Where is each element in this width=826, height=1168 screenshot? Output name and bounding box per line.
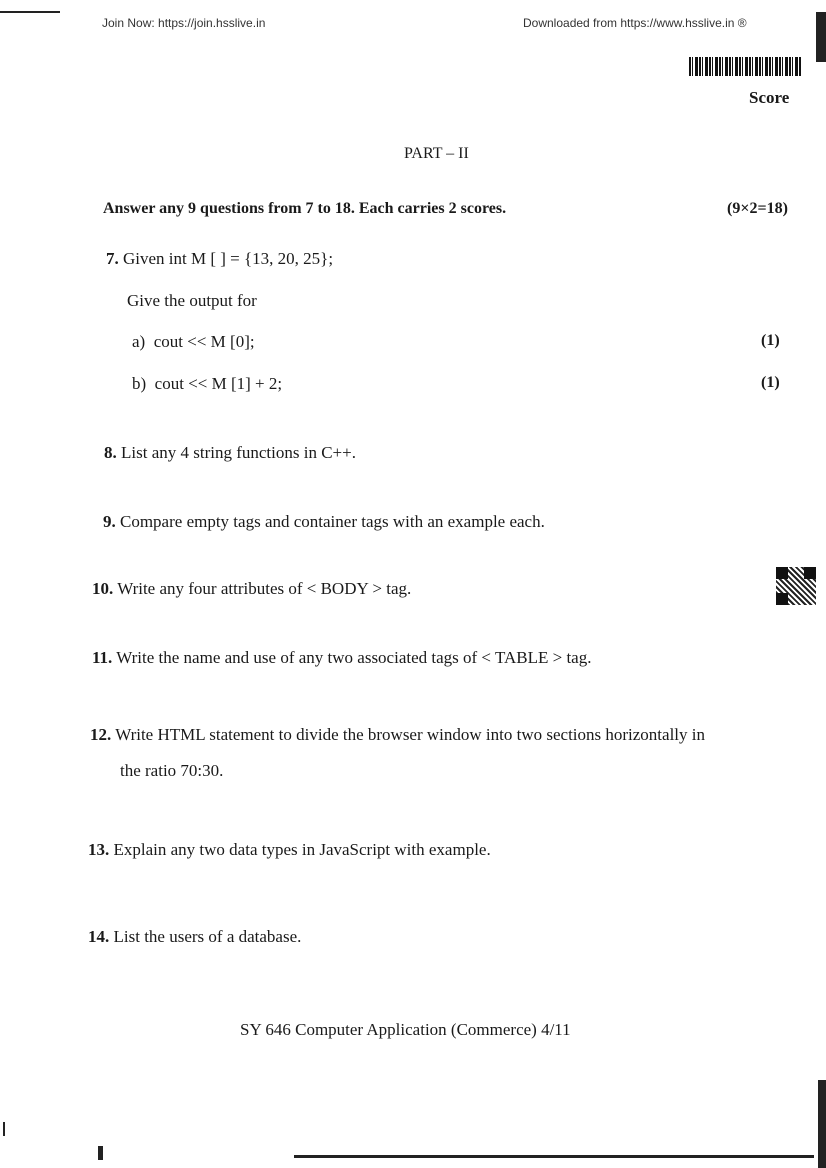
question-number: 14. (88, 927, 110, 946)
question-7b (132, 374, 282, 394)
question-number: 9. (103, 512, 116, 531)
part-title: PART – II (404, 145, 469, 162)
question-text: Compare empty tags and container tags with an example each. (120, 512, 545, 531)
right-edge-shadow (818, 1080, 826, 1168)
header-download-link[interactable]: Downloaded from https://www.hsslive.in ® (523, 16, 747, 30)
sub-label: a) (132, 332, 146, 351)
question-text: Write HTML statement to divide the browser window into two sections horizontally in (115, 725, 705, 744)
question-text: Explain any two data types in JavaScript with example. (113, 840, 491, 859)
question-8 (104, 443, 356, 463)
question-12 (90, 725, 705, 745)
page-footer: SY 646 Computer Application (Commerce) 4/11 (240, 1020, 571, 1039)
score-label: Score (749, 88, 790, 107)
question-7a-marks: (1) (761, 332, 780, 349)
question-number: 10. (92, 579, 114, 598)
question-7b-marks: (1) (761, 374, 780, 391)
question-9 (103, 512, 545, 532)
question-text: Write the name and use of any two associated tags of < TABLE > tag. (116, 648, 592, 667)
question-number: 11. (92, 648, 113, 667)
question-number: 13. (88, 840, 110, 859)
question-13 (88, 840, 491, 860)
page-edge-shadow (816, 12, 826, 62)
instruction-text: Answer any 9 questions from 7 to 18. Each carries 2 scores. (103, 200, 507, 217)
bottom-left-mark (98, 1146, 103, 1160)
header-join-link[interactable]: Join Now: https://join.hsslive.in (102, 16, 266, 30)
instruction-marks: (9×2=18) (727, 200, 788, 217)
sub-text: cout << M [0]; (153, 332, 255, 351)
sub-label: b) (132, 374, 147, 393)
question-number: 8. (104, 443, 117, 462)
sub-text: cout << M [1] + 2; (154, 374, 283, 393)
question-10 (92, 579, 411, 599)
question-text: List the users of a database. (113, 927, 302, 946)
question-text: Write any four attributes of < BODY > tag. (117, 579, 412, 598)
question-11 (92, 648, 591, 668)
question-text: List any 4 string functions in C++. (121, 443, 356, 462)
left-edge-mark (3, 1122, 5, 1136)
bottom-scan-mark (294, 1155, 814, 1158)
qr-code (775, 566, 817, 606)
question-14 (88, 927, 301, 947)
question-7 (106, 249, 333, 269)
question-text: Given int M [ ] = {13, 20, 25}; (123, 249, 334, 268)
question-number: 7. (106, 249, 119, 268)
top-left-rule (0, 11, 60, 13)
question-number: 12. (90, 725, 112, 744)
question-7a (132, 332, 255, 352)
question-7-line-2: Give the output for (127, 291, 257, 310)
barcode (689, 57, 801, 76)
question-12-line-2: the ratio 70:30. (120, 761, 224, 780)
